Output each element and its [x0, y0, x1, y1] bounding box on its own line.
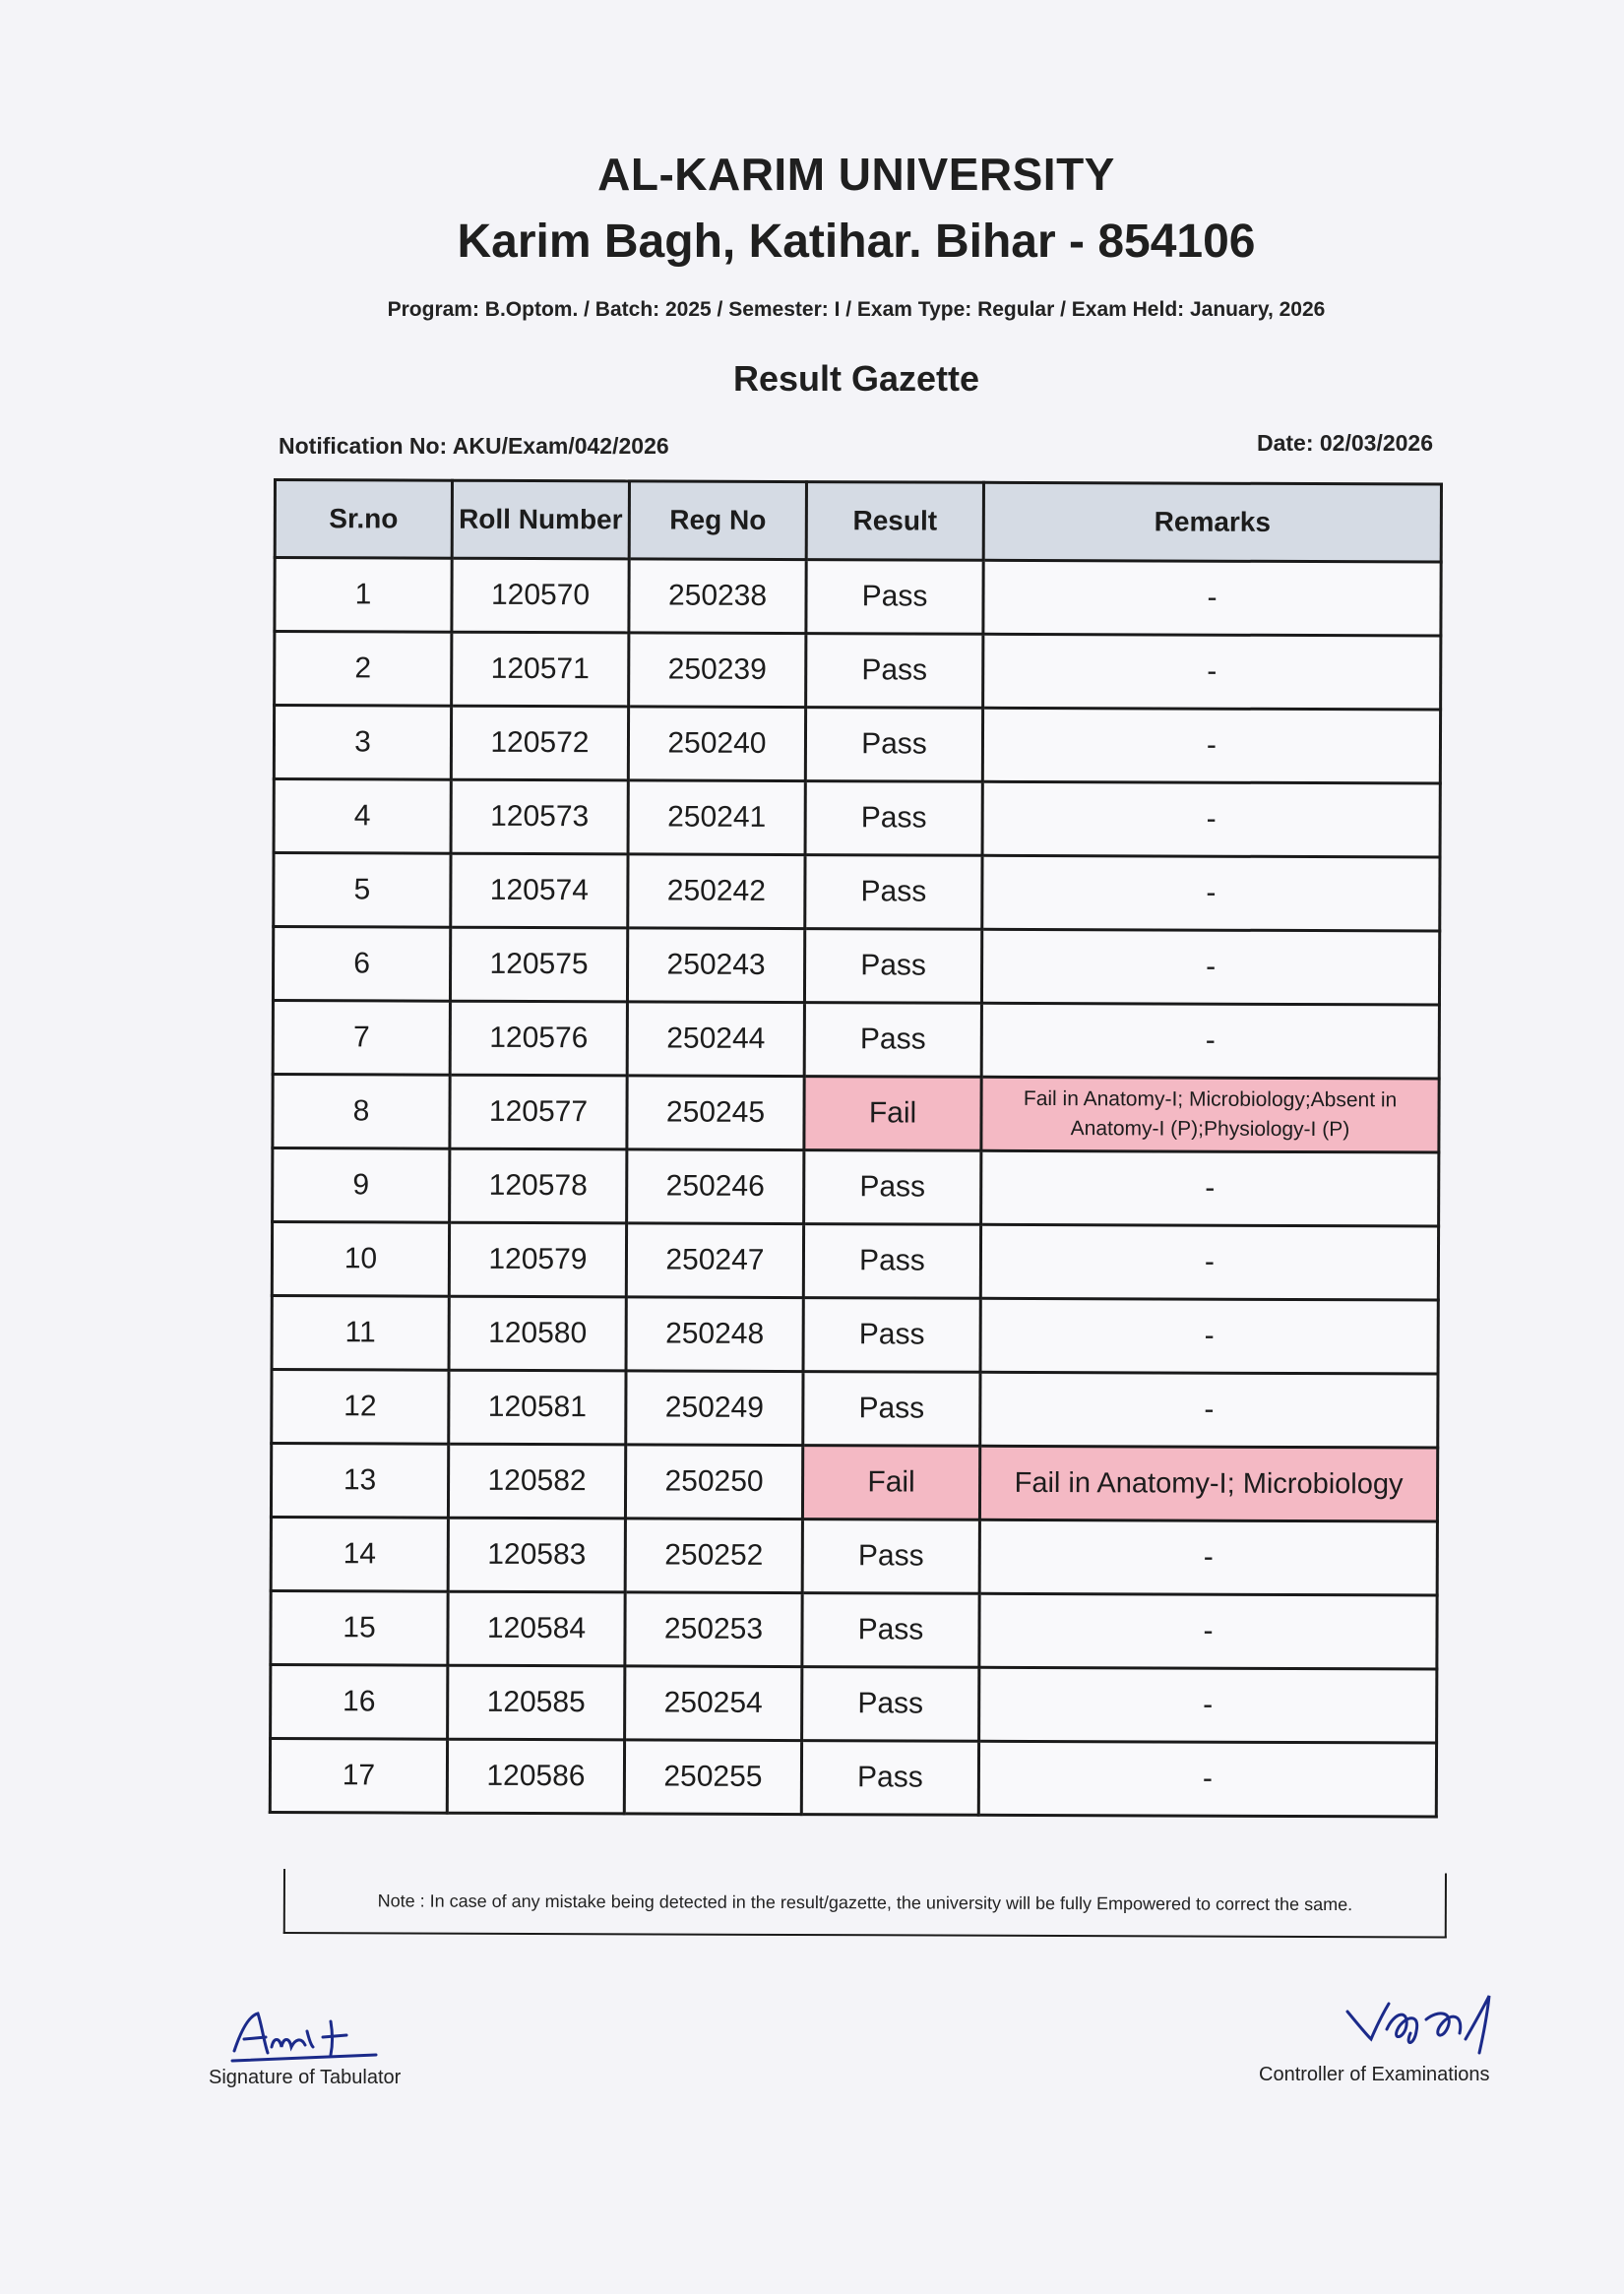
cell-roll-number: 120570	[452, 558, 629, 633]
cell-sr-no: 9	[273, 1148, 450, 1223]
cell-sr-no: 17	[270, 1738, 447, 1813]
cell-reg-no: 250250	[625, 1445, 802, 1519]
cell-result: Pass	[803, 1298, 980, 1373]
cell-roll-number: 120584	[448, 1591, 625, 1666]
table-row	[274, 853, 1440, 932]
table-row	[272, 1369, 1438, 1448]
cell-result: Pass	[804, 1150, 981, 1225]
table-row	[270, 1738, 1436, 1817]
table-row	[274, 706, 1440, 784]
cell-result: Pass	[805, 708, 982, 782]
correction-note	[283, 1869, 1447, 1939]
table-row	[271, 1517, 1437, 1595]
notification-number: Notification No: AKU/Exam/042/2026	[279, 433, 669, 459]
cell-result: Pass	[803, 1372, 980, 1447]
table-row	[274, 779, 1440, 858]
col-header-remarks: Remarks	[983, 482, 1441, 562]
cell-remarks-fail: Fail in Anatomy-I; Microbiology	[979, 1446, 1437, 1521]
cell-result: Pass	[802, 1519, 979, 1594]
col-header-reg-no: Reg No	[629, 481, 806, 560]
cell-roll-number: 120578	[450, 1148, 627, 1223]
cell-roll-number: 120571	[452, 632, 629, 707]
cell-result: Pass	[806, 634, 983, 709]
cell-reg-no: 250249	[626, 1371, 803, 1446]
cell-reg-no: 250240	[628, 707, 805, 781]
controller-signature-label: Controller of Examinations	[1259, 2064, 1490, 2085]
cell-sr-no: 1	[275, 558, 452, 633]
tabulator-signature-mark	[228, 2008, 406, 2067]
cell-roll-number: 120577	[450, 1075, 627, 1149]
cell-remarks: -	[979, 1519, 1437, 1595]
cell-reg-no: 250248	[626, 1297, 803, 1372]
cell-reg-no: 250241	[628, 780, 805, 855]
cell-reg-no: 250253	[625, 1592, 802, 1667]
table-row	[275, 558, 1441, 637]
cell-roll-number: 120572	[451, 706, 628, 780]
cell-remarks: -	[979, 1667, 1437, 1743]
correction-note-text: Note : In case of any mistake being detected in the result/gazette, the university will be fully Empowered to correct the same.	[377, 1890, 1353, 1914]
table-row	[271, 1664, 1437, 1743]
cell-roll-number: 120573	[451, 779, 628, 854]
cell-roll-number: 120574	[451, 853, 628, 928]
cell-remarks: -	[982, 708, 1440, 783]
cell-reg-no: 250255	[624, 1740, 801, 1815]
table-row	[272, 1295, 1438, 1374]
cell-result-fail: Fail	[802, 1446, 979, 1520]
cell-remarks: -	[982, 781, 1440, 857]
cell-roll-number: 120579	[449, 1222, 626, 1297]
cell-roll-number: 120583	[448, 1518, 625, 1592]
university-address: Karim Bagh, Katihar. Bihar - 854106	[457, 216, 1256, 268]
cell-remarks: -	[983, 634, 1441, 710]
cell-reg-no: 250244	[627, 1002, 804, 1077]
cell-result: Pass	[802, 1667, 979, 1742]
gazette-date: Date: 02/03/2026	[1256, 430, 1433, 456]
cell-sr-no: 8	[273, 1075, 450, 1149]
table-row-fail	[273, 1075, 1439, 1153]
cell-roll-number: 120575	[450, 927, 627, 1002]
cell-result: Pass	[804, 1003, 981, 1078]
cell-sr-no: 6	[273, 927, 450, 1002]
table-row	[273, 927, 1439, 1006]
cell-remarks: -	[980, 1224, 1438, 1300]
cell-roll-number: 120586	[447, 1739, 624, 1814]
table-row	[271, 1590, 1437, 1669]
cell-remarks-fail: Fail in Anatomy-I; Microbiology;Absent in Anatomy-I (P);Physiology-I (P)	[981, 1077, 1439, 1152]
table-row	[273, 1148, 1439, 1227]
cell-remarks: -	[983, 560, 1441, 636]
cell-remarks: -	[981, 929, 1439, 1005]
university-name: AL-KARIM UNIVERSITY	[597, 149, 1115, 200]
cell-reg-no: 250254	[625, 1666, 802, 1741]
cell-result: Pass	[803, 1224, 980, 1299]
cell-remarks: -	[980, 1298, 1438, 1374]
cell-sr-no: 3	[274, 706, 451, 780]
col-header-roll-number: Roll Number	[452, 480, 629, 559]
cell-remarks: -	[978, 1741, 1436, 1817]
cell-reg-no: 250242	[628, 854, 805, 929]
cell-roll-number: 120580	[449, 1296, 626, 1371]
cell-sr-no: 14	[271, 1517, 448, 1591]
program-details: Program: B.Optom. / Batch: 2025 / Semester: I / Exam Type: Regular / Exam Held: January, 2026	[387, 298, 1326, 321]
cell-reg-no: 250245	[627, 1076, 804, 1150]
cell-roll-number: 120582	[448, 1444, 625, 1519]
col-header-sr-no: Sr.no	[275, 480, 452, 559]
cell-result: Pass	[804, 929, 981, 1004]
cell-remarks: -	[982, 855, 1440, 931]
cell-sr-no: 10	[272, 1222, 449, 1297]
cell-result: Pass	[806, 560, 983, 635]
cell-result: Pass	[801, 1741, 978, 1816]
cell-result: Pass	[805, 855, 982, 930]
cell-reg-no: 250239	[629, 633, 806, 708]
cell-remarks: -	[979, 1593, 1437, 1669]
col-header-result: Result	[806, 482, 983, 561]
cell-roll-number: 120581	[449, 1370, 626, 1445]
results-table-wrap	[269, 478, 1440, 1819]
tabulator-signature-label: Signature of Tabulator	[209, 2067, 402, 2088]
cell-reg-no: 250247	[626, 1223, 803, 1298]
table-header-row	[275, 480, 1441, 563]
cell-result-fail: Fail	[804, 1077, 981, 1151]
cell-roll-number: 120585	[448, 1665, 625, 1740]
cell-sr-no: 2	[275, 632, 452, 707]
cell-result: Pass	[802, 1593, 979, 1668]
controller-signature-mark	[1343, 1990, 1530, 2069]
table-row	[273, 1001, 1439, 1080]
cell-reg-no: 250238	[629, 559, 806, 634]
cell-remarks: -	[981, 1150, 1439, 1226]
cell-sr-no: 13	[271, 1443, 448, 1518]
cell-reg-no: 250252	[625, 1519, 802, 1593]
cell-reg-no: 250243	[627, 928, 804, 1003]
cell-sr-no: 4	[274, 779, 451, 854]
cell-remarks: -	[981, 1003, 1439, 1079]
gazette-title: Result Gazette	[732, 358, 980, 399]
table-row-fail	[271, 1443, 1437, 1521]
cell-sr-no: 12	[272, 1369, 449, 1444]
cell-roll-number: 120576	[450, 1001, 627, 1076]
cell-sr-no: 16	[271, 1664, 448, 1739]
cell-sr-no: 5	[274, 853, 451, 928]
cell-sr-no: 7	[273, 1001, 450, 1076]
cell-sr-no: 11	[272, 1295, 449, 1370]
table-row	[272, 1222, 1438, 1301]
cell-result: Pass	[805, 781, 982, 856]
cell-remarks: -	[980, 1372, 1438, 1448]
results-table	[269, 478, 1443, 1819]
cell-reg-no: 250246	[627, 1149, 804, 1224]
table-row	[275, 632, 1441, 711]
cell-sr-no: 15	[271, 1590, 448, 1665]
